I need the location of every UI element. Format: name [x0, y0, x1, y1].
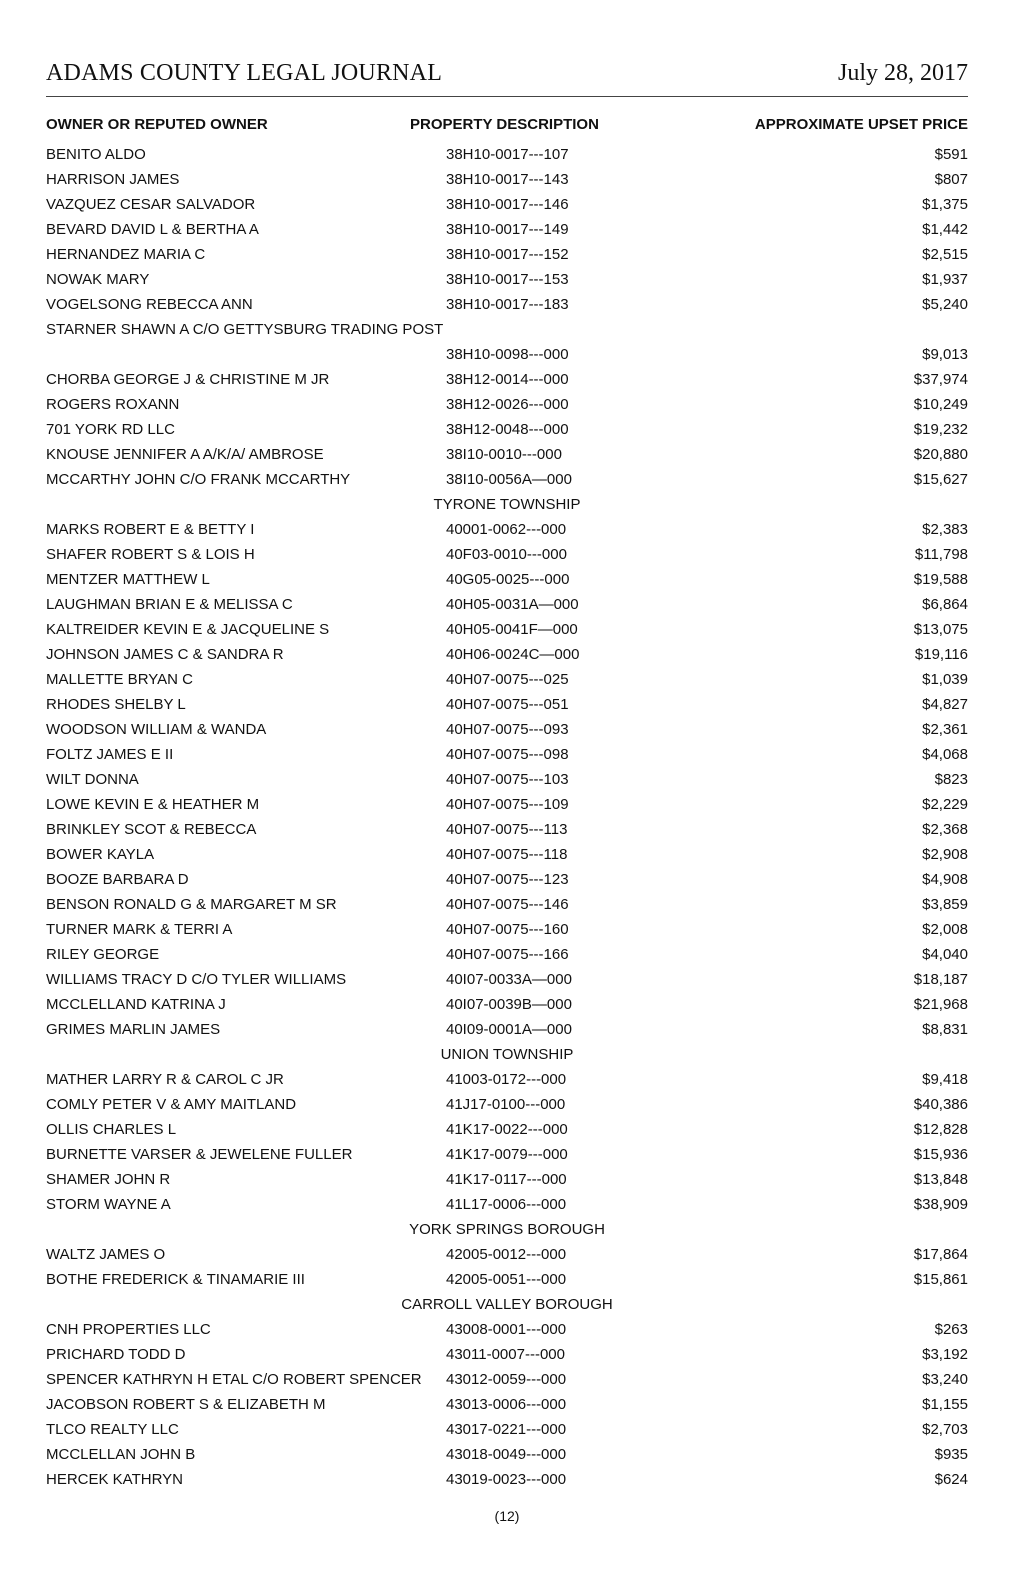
owner-cell: SHAMER JOHN R: [46, 1171, 171, 1188]
owner-cell: GRIMES MARLIN JAMES: [46, 1021, 221, 1038]
description-cell: 38H10-0017---143: [446, 171, 569, 188]
table-row: [46, 767, 968, 792]
description-cell: 40H07-0075---146: [446, 896, 569, 913]
description-cell: 38I10-0056A—000: [446, 471, 572, 488]
description-cell: 40H07-0075---051: [446, 696, 569, 713]
column-header-row: [46, 112, 968, 142]
price-cell: $2,368: [922, 821, 968, 838]
price-cell: $624: [934, 1471, 968, 1488]
table-row: [46, 1392, 968, 1417]
description-cell: 41L17-0006---000: [446, 1196, 567, 1213]
owner-cell: ROGERS ROXANN: [46, 396, 180, 413]
owner-cell: NOWAK MARY: [46, 271, 150, 288]
price-cell: $11,798: [914, 546, 968, 563]
description-cell: 41K17-0079---000: [446, 1146, 568, 1163]
table-row: [46, 1192, 968, 1217]
table-row: [46, 642, 968, 667]
table-row: [46, 942, 968, 967]
table-row: [46, 1342, 968, 1367]
price-cell: $19,588: [913, 571, 968, 588]
description-cell: 40I07-0033A—000: [446, 971, 572, 988]
price-cell: $3,859: [922, 896, 968, 913]
owner-cell: HERCEK KATHRYN: [46, 1471, 183, 1488]
property-listing-table: [46, 112, 968, 1492]
header-divider: [46, 96, 968, 97]
owner-cell: BOTHE FREDERICK & TINAMARIE III: [46, 1271, 305, 1288]
description-cell: 38H10-0017---107: [446, 146, 569, 163]
description-cell: 38H10-0017---153: [446, 271, 569, 288]
table-row: [46, 1467, 968, 1492]
owner-cell: WALTZ JAMES O: [46, 1246, 166, 1263]
price-cell: $1,442: [922, 221, 968, 238]
table-body: [46, 142, 968, 1492]
description-cell: 41K17-0117---000: [446, 1171, 567, 1188]
issue-date: July 28, 2017: [837, 60, 968, 86]
description-cell: 38I10-0010---000: [446, 446, 562, 463]
table-row: [46, 992, 968, 1017]
price-cell: $4,908: [922, 871, 968, 888]
journal-title: ADAMS COUNTY LEGAL JOURNAL: [46, 60, 443, 86]
price-cell: $9,418: [922, 1071, 968, 1088]
description-cell: 40H07-0075---109: [446, 796, 569, 813]
owner-cell: MATHER LARRY R & CAROL C JR: [46, 1071, 284, 1088]
description-cell: 40H07-0075---103: [446, 771, 569, 788]
table-row: [46, 917, 968, 942]
owner-cell: STORM WAYNE A: [46, 1196, 171, 1213]
table-row: [46, 1017, 968, 1042]
owner-cell: VAZQUEZ CESAR SALVADOR: [46, 196, 256, 213]
table-row: [46, 317, 968, 342]
price-cell: $12,828: [913, 1121, 968, 1138]
table-row: [46, 142, 968, 167]
section-heading: TYRONE TOWNSHIP: [433, 496, 581, 513]
owner-cell: BRINKLEY SCOT & REBECCA: [46, 821, 257, 838]
price-cell: $263: [934, 1321, 968, 1338]
description-cell: 40H07-0075---166: [446, 946, 569, 963]
table-row: [46, 1067, 968, 1092]
description-cell: 38H10-0017---149: [446, 221, 569, 238]
table-row: [46, 817, 968, 842]
column-header-owner: OWNER OR REPUTED OWNER: [46, 116, 268, 133]
price-cell: $15,861: [913, 1271, 968, 1288]
price-cell: $37,974: [913, 371, 968, 388]
table-row: [46, 192, 968, 217]
table-row: [46, 467, 968, 492]
owner-cell: BURNETTE VARSER & JEWELENE FULLER: [46, 1146, 353, 1163]
owner-cell: SPENCER KATHRYN H ETAL C/O ROBERT SPENCER: [46, 1371, 422, 1388]
table-row: [46, 1417, 968, 1442]
description-cell: 43018-0049---000: [446, 1446, 567, 1463]
owner-cell: PRICHARD TODD D: [46, 1346, 186, 1363]
description-cell: 43012-0059---000: [446, 1371, 567, 1388]
description-cell: 40H05-0031A—000: [446, 596, 579, 613]
price-cell: $15,936: [913, 1146, 968, 1163]
description-cell: 42005-0051---000: [446, 1271, 567, 1288]
owner-cell: HARRISON JAMES: [46, 171, 180, 188]
table-row: [46, 267, 968, 292]
owner-cell: KALTREIDER KEVIN E & JACQUELINE S: [46, 621, 330, 638]
table-row: [46, 1167, 968, 1192]
price-cell: $4,827: [922, 696, 968, 713]
description-cell: 41003-0172---000: [446, 1071, 567, 1088]
price-cell: $807: [934, 171, 968, 188]
owner-cell: BENITO ALDO: [46, 146, 146, 163]
table-row: [46, 842, 968, 867]
owner-cell: SHAFER ROBERT S & LOIS H: [46, 546, 255, 563]
owner-cell: KNOUSE JENNIFER A A/K/A/ AMBROSE: [46, 446, 324, 463]
description-cell: 40H07-0075---118: [446, 846, 568, 863]
table-row: [46, 1442, 968, 1467]
description-cell: 38H12-0026---000: [446, 396, 569, 413]
description-cell: 38H12-0014---000: [446, 371, 569, 388]
table-row: [46, 892, 968, 917]
owner-cell: FOLTZ JAMES E II: [46, 746, 174, 763]
description-cell: 38H10-0017---146: [446, 196, 569, 213]
description-cell: 40I07-0039B—000: [446, 996, 572, 1013]
owner-cell: BOOZE BARBARA D: [46, 871, 189, 888]
table-row: [46, 392, 968, 417]
description-cell: 43017-0221---000: [446, 1421, 567, 1438]
description-cell: 38H10-0098---000: [446, 346, 569, 363]
table-row: [46, 442, 968, 467]
description-cell: 40F03-0010---000: [446, 546, 567, 563]
table-row: [46, 967, 968, 992]
owner-cell: TURNER MARK & TERRI A: [46, 921, 233, 938]
table-row: [46, 342, 968, 367]
description-cell: 43013-0006---000: [446, 1396, 567, 1413]
price-cell: $8,831: [922, 1021, 968, 1038]
owner-cell: WILLIAMS TRACY D C/O TYLER WILLIAMS: [46, 971, 347, 988]
owner-cell: STARNER SHAWN A C/O GETTYSBURG TRADING POST: [46, 321, 444, 338]
table-row: [46, 692, 968, 717]
page-number: (12): [494, 1508, 520, 1524]
owner-cell: WOODSON WILLIAM & WANDA: [46, 721, 267, 738]
price-cell: $40,386: [913, 1096, 968, 1113]
description-cell: 41J17-0100---000: [446, 1096, 566, 1113]
table-row: [46, 592, 968, 617]
price-cell: $13,075: [913, 621, 968, 638]
table-row: [46, 617, 968, 642]
price-cell: $2,361: [922, 721, 968, 738]
table-row: [46, 667, 968, 692]
table-row: [46, 1367, 968, 1392]
price-cell: $2,383: [922, 521, 968, 538]
section-heading-row: [46, 1292, 968, 1317]
table-row: [46, 792, 968, 817]
price-cell: $19,232: [913, 421, 968, 438]
price-cell: $1,375: [922, 196, 968, 213]
table-row: [46, 717, 968, 742]
owner-cell: OLLIS CHARLES L: [46, 1121, 177, 1138]
description-cell: 38H10-0017---183: [446, 296, 569, 313]
owner-cell: MCCLELLAN JOHN B: [46, 1446, 196, 1463]
description-cell: 38H10-0017---152: [446, 246, 569, 263]
page-header: [46, 58, 968, 88]
owner-cell: BENSON RONALD G & MARGARET M SR: [46, 896, 337, 913]
description-cell: 43019-0023---000: [446, 1471, 567, 1488]
price-cell: $823: [934, 771, 968, 788]
price-cell: $3,192: [922, 1346, 968, 1363]
section-heading: UNION TOWNSHIP: [440, 1046, 574, 1063]
owner-cell: MALLETTE BRYAN C: [46, 671, 193, 688]
column-header-price: APPROXIMATE UPSET PRICE: [754, 116, 968, 133]
owner-cell: JOHNSON JAMES C & SANDRA R: [46, 646, 284, 663]
table-row: [46, 742, 968, 767]
table-row: [46, 1117, 968, 1142]
description-cell: 42005-0012---000: [446, 1246, 567, 1263]
description-cell: 40H07-0075---160: [446, 921, 569, 938]
column-header-description: PROPERTY DESCRIPTION: [410, 116, 599, 133]
description-cell: 40H07-0075---123: [446, 871, 569, 888]
description-cell: 40H07-0075---025: [446, 671, 569, 688]
table-row: [46, 1267, 968, 1292]
table-row: [46, 867, 968, 892]
table-row: [46, 1242, 968, 1267]
table-row: [46, 217, 968, 242]
price-cell: $4,068: [922, 746, 968, 763]
price-cell: $2,008: [922, 921, 968, 938]
table-row: [46, 1142, 968, 1167]
owner-cell: CHORBA GEORGE J & CHRISTINE M JR: [46, 371, 330, 388]
price-cell: $19,116: [914, 646, 968, 663]
price-cell: $1,155: [922, 1396, 968, 1413]
owner-cell: COMLY PETER V & AMY MAITLAND: [46, 1096, 297, 1113]
price-cell: $38,909: [913, 1196, 968, 1213]
price-cell: $2,703: [922, 1421, 968, 1438]
section-heading-row: [46, 1217, 968, 1242]
owner-cell: MARKS ROBERT E & BETTY I: [46, 521, 255, 538]
price-cell: $3,240: [922, 1371, 968, 1388]
description-cell: 40G05-0025---000: [446, 571, 570, 588]
owner-cell: MENTZER MATTHEW L: [46, 571, 210, 588]
price-cell: $2,515: [922, 246, 968, 263]
price-cell: $1,937: [922, 271, 968, 288]
description-cell: 40H07-0075---098: [446, 746, 569, 763]
price-cell: $20,880: [913, 446, 968, 463]
description-cell: 43008-0001---000: [446, 1321, 567, 1338]
price-cell: $6,864: [922, 596, 968, 613]
table-row: [46, 242, 968, 267]
table-row: [46, 1317, 968, 1342]
table-row: [46, 417, 968, 442]
price-cell: $4,040: [922, 946, 968, 963]
price-cell: $17,864: [913, 1246, 968, 1263]
owner-cell: VOGELSONG REBECCA ANN: [46, 296, 253, 313]
price-cell: $2,908: [922, 846, 968, 863]
section-heading-row: [46, 1042, 968, 1067]
owner-cell: JACOBSON ROBERT S & ELIZABETH M: [46, 1396, 326, 1413]
price-cell: $21,968: [913, 996, 968, 1013]
description-cell: 40I09-0001A—000: [446, 1021, 572, 1038]
owner-cell: MCCARTHY JOHN C/O FRANK MCCARTHY: [46, 471, 351, 488]
owner-cell: RHODES SHELBY L: [46, 696, 186, 713]
table-row: [46, 292, 968, 317]
owner-cell: TLCO REALTY LLC: [46, 1421, 179, 1438]
price-cell: $1,039: [922, 671, 968, 688]
description-cell: 40H07-0075---113: [446, 821, 568, 838]
description-cell: 40H05-0041F—000: [446, 621, 578, 638]
owner-cell: BOWER KAYLA: [46, 846, 155, 863]
owner-cell: LAUGHMAN BRIAN E & MELISSA C: [46, 596, 293, 613]
owner-cell: MCCLELLAND KATRINA J: [46, 996, 226, 1013]
table-row: [46, 542, 968, 567]
table-row: [46, 517, 968, 542]
price-cell: $10,249: [913, 396, 968, 413]
table-row: [46, 567, 968, 592]
price-cell: $5,240: [922, 296, 968, 313]
price-cell: $591: [934, 146, 968, 163]
section-heading: CARROLL VALLEY BOROUGH: [401, 1296, 613, 1313]
price-cell: $13,848: [913, 1171, 968, 1188]
table-row: [46, 1092, 968, 1117]
table-row: [46, 167, 968, 192]
owner-cell: WILT DONNA: [46, 771, 139, 788]
owner-cell: HERNANDEZ MARIA C: [46, 246, 206, 263]
description-cell: 41K17-0022---000: [446, 1121, 568, 1138]
owner-cell: RILEY GEORGE: [46, 946, 160, 963]
price-cell: $18,187: [913, 971, 968, 988]
table-row: [46, 367, 968, 392]
owner-cell: LOWE KEVIN E & HEATHER M: [46, 796, 260, 813]
description-cell: 40H07-0075---093: [446, 721, 569, 738]
section-heading-row: [46, 492, 968, 517]
owner-cell: CNH PROPERTIES LLC: [46, 1321, 211, 1338]
price-cell: $15,627: [913, 471, 968, 488]
description-cell: 40001-0062---000: [446, 521, 567, 538]
owner-cell: BEVARD DAVID L & BERTHA A: [46, 221, 259, 238]
description-cell: 43011-0007---000: [446, 1346, 565, 1363]
description-cell: 40H06-0024C—000: [446, 646, 580, 663]
price-cell: $935: [934, 1446, 968, 1463]
price-cell: $2,229: [922, 796, 968, 813]
section-heading: YORK SPRINGS BOROUGH: [409, 1221, 605, 1238]
description-cell: 38H12-0048---000: [446, 421, 569, 438]
owner-cell: 701 YORK RD LLC: [46, 421, 175, 438]
price-cell: $9,013: [922, 346, 968, 363]
